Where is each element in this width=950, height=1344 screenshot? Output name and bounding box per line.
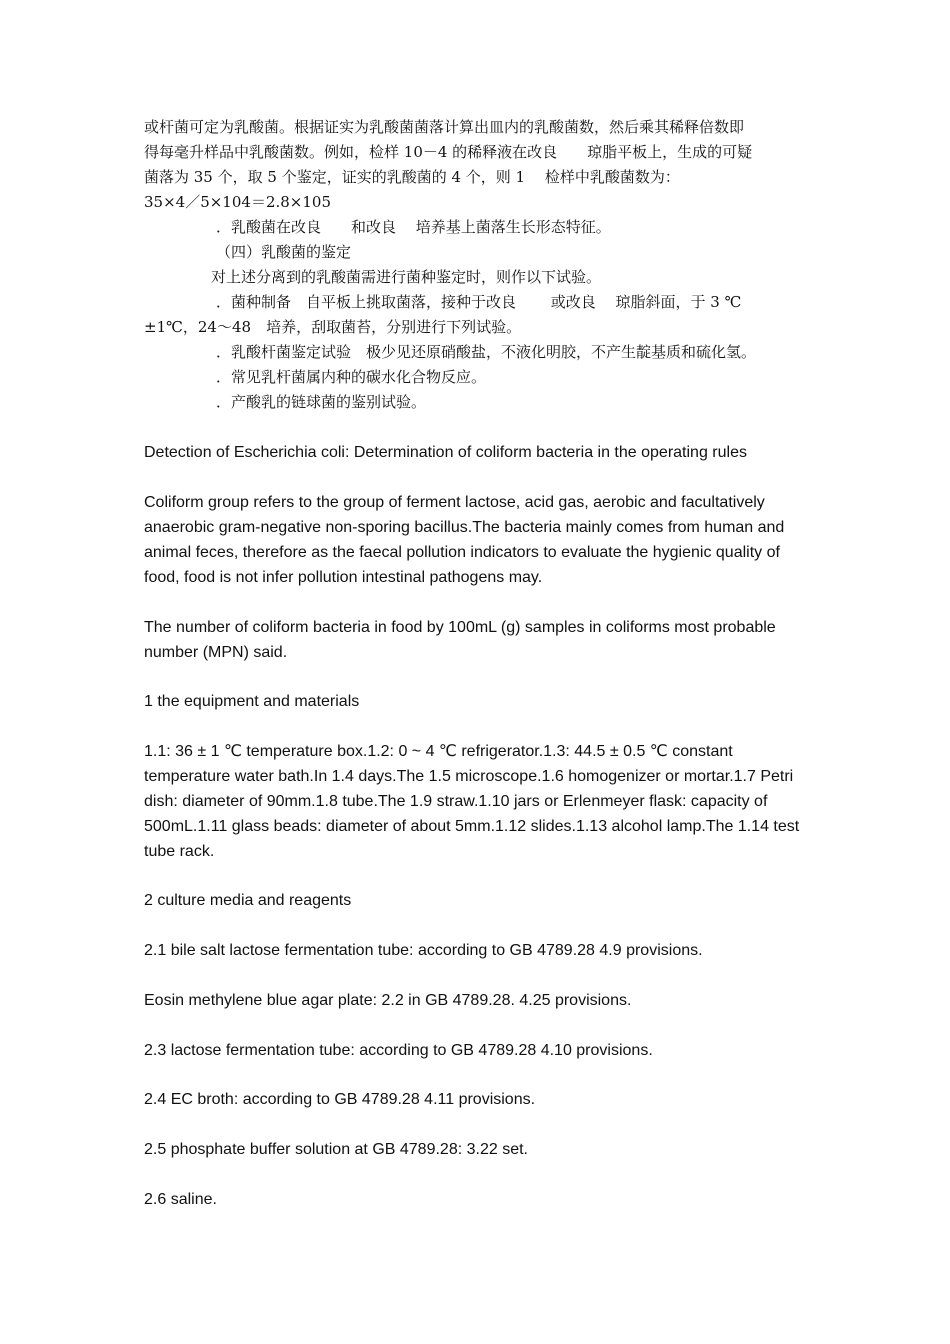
- en-media-2-2: Eosin methylene blue agar plate: 2.2 in GB 4789.28. 4.25 provisions.: [144, 992, 632, 1009]
- cn-paragraph-line-1: 或杆菌可定为乳酸菌。根据证实为乳酸菌菌落计算出皿内的乳酸菌数，然后乘其稀释倍数即: [144, 118, 745, 136]
- cn-growth-note: ．乳酸菌在改良 和改良 培养基上菌落生长形态特征。: [216, 218, 611, 236]
- cn-test-line-1: ．乳酸杆菌鉴定试验 极少见还原硝酸盐，不液化明胶，不产生靛基质和硫化氢。: [216, 343, 757, 361]
- en-media-2-5: 2.5 phosphate buffer solution at GB 4789.28: 3.22 set.: [144, 1141, 528, 1158]
- cn-test-line-3: ．产酸乳的链球菌的鉴别试验。: [216, 393, 427, 411]
- en-media-heading: 2 culture media and reagents: [144, 892, 352, 909]
- en-equipment-heading: 1 the equipment and materials: [144, 693, 360, 710]
- en-media-2-4: 2.4 EC broth: according to GB 4789.28 4.11 provisions.: [144, 1091, 536, 1108]
- en-definition-paragraph: Coliform group refers to the group of ferment lactose, acid gas, aerobic and facultatively anaerobic gram-negative non-sporing bacillus.The bacteria mainly comes from human and animal feces, therefore as the faecal pollution indicators to evaluate the hygienic quality of food, food is not infer pollution intestinal pathogens may.: [144, 494, 785, 586]
- cn-heading-identification: （四）乳酸菌的鉴定: [216, 243, 352, 261]
- cn-intro: 对上述分离到的乳酸菌需进行菌种鉴定时，则作以下试验。: [211, 268, 602, 286]
- en-media-2-1: 2.1 bile salt lactose fermentation tube: according to GB 4789.28 4.9 provisions.: [144, 942, 703, 959]
- en-title: Detection of Escherichia coli: Determination of coliform bacteria in the operating rules: [144, 444, 747, 461]
- cn-strain-prep-line-2: ±1℃，24～48 培养，刮取菌苔，分别进行下列试验。: [144, 318, 522, 336]
- cn-strain-prep-line-1: ．菌种制备 自平板上挑取菌落，接种于改良 或改良 琼脂斜面，于 3 ℃: [216, 293, 742, 311]
- en-media-2-6: 2.6 saline.: [144, 1191, 217, 1208]
- en-media-2-3: 2.3 lactose fermentation tube: according to GB 4789.28 4.10 provisions.: [144, 1042, 653, 1059]
- cn-formula: 35×4／5×104＝2.8×105: [144, 193, 331, 211]
- en-equipment-list: 1.1: 36 ± 1 ℃ temperature box.1.2: 0 ~ 4 ℃ refrigerator.1.3: 44.5 ± 0.5 ℃ constant temperature water bath.In 1.4 days.The 1.5 microscope.1.6 homogenizer or mortar.1.7 Petri dish: diameter of 90mm.1.8 tube.The 1.9 straw.1.10 jars or Erlenmeyer flask: capacity of 500mL.1.11 glass beads: diameter of about 5mm.1.12 slides.1.13 alcohol lamp.The 1.14 test tube rack.: [144, 743, 800, 860]
- en-mpn-paragraph: The number of coliform bacteria in food by 100mL (g) samples in coliforms most probable number (MPN) said.: [144, 619, 776, 661]
- cn-paragraph-line-3: 菌落为 35 个，取 5 个鉴定，证实的乳酸菌的 4 个，则 1 检样中乳酸菌数为：: [144, 168, 680, 186]
- cn-paragraph-line-2: 得每毫升样品中乳酸菌数。例如，检样 10－4 的稀释液在改良 琼脂平板上，生成的可疑: [144, 143, 753, 161]
- cn-test-line-2: ．常见乳杆菌属内种的碳水化合物反应。: [216, 368, 487, 386]
